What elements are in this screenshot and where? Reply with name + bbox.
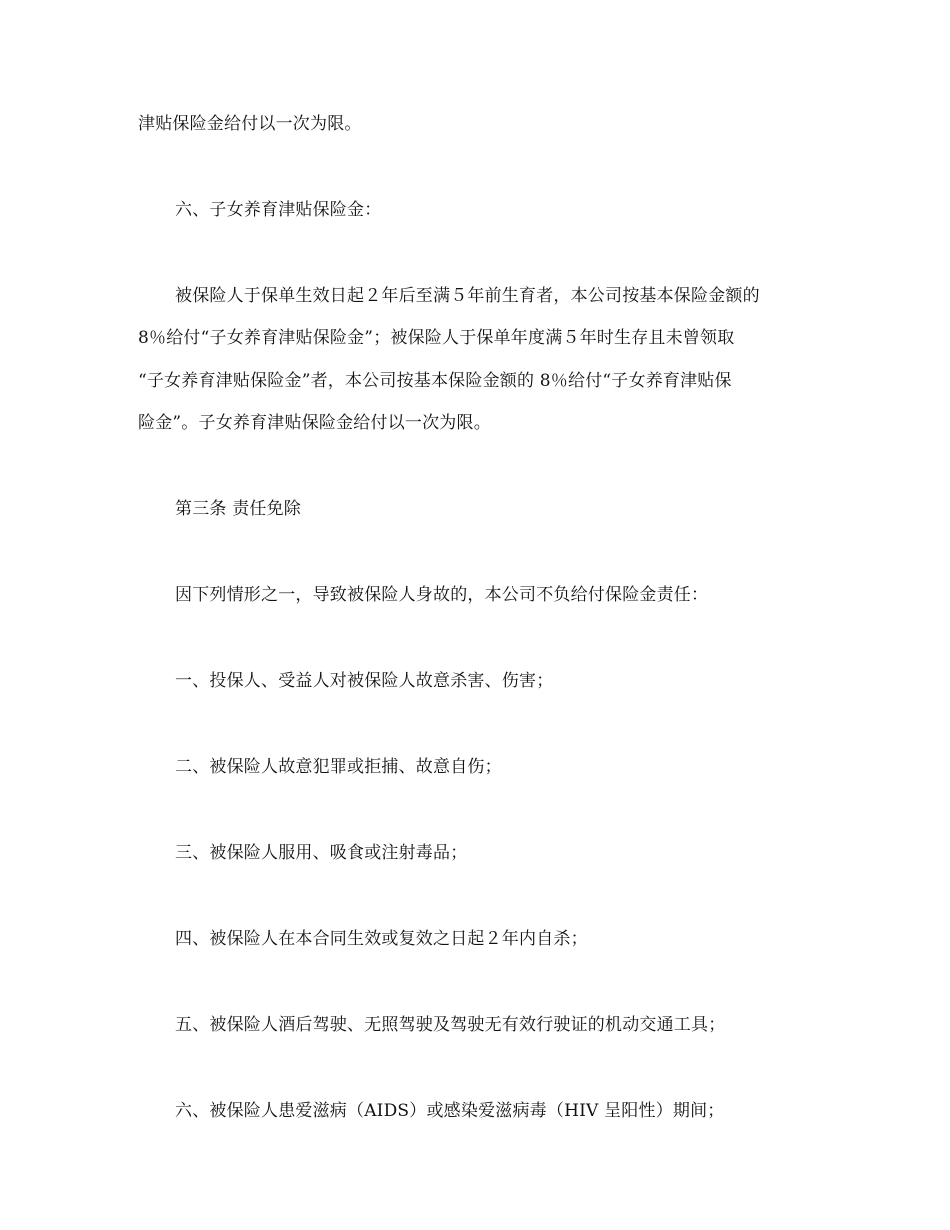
paragraph-line-3: “子女养育津贴保险金”者，本公司按基本保险金额的 8％给付“子女养育津贴保 bbox=[138, 371, 732, 391]
text-line-1: 津贴保险金给付以一次为限。 bbox=[138, 114, 362, 134]
exclusion-item-4: 四、被保险人在本合同生效或复效之日起２年内自杀； bbox=[175, 929, 588, 949]
exclusion-item-3: 三、被保险人服用、吸食或注射毒品； bbox=[175, 843, 468, 863]
exclusion-item-2: 二、被保险人故意犯罪或拒捕、故意自伤； bbox=[175, 757, 502, 777]
paragraph-line-2: 8％给付“子女养育津贴保险金”；被保险人于保单年度满５年时生存且未曾领取 bbox=[138, 328, 735, 348]
exclusion-intro: 因下列情形之一，导致被保险人身故的，本公司不负给付保险金责任： bbox=[175, 585, 709, 605]
paragraph-line-4: 险金”。子女养育津贴保险金给付以一次为限。 bbox=[138, 413, 491, 433]
exclusion-item-1: 一、投保人、受益人对被保险人故意杀害、伤害； bbox=[175, 671, 554, 691]
paragraph-line-1: 被保险人于保单生效日起２年后至满５年前生育者，本公司按基本保险金额的 bbox=[175, 286, 760, 306]
article-three-heading: 第三条 责任免除 bbox=[175, 499, 302, 519]
exclusion-item-6: 六、被保险人患爱滋病（AIDS）或感染爱滋病毒（HIV 呈阳性）期间； bbox=[175, 1101, 725, 1121]
exclusion-item-5: 五、被保险人酒后驾驶、无照驾驶及驾驶无有效行驶证的机动交通工具； bbox=[175, 1015, 726, 1035]
section-heading-child-rearing-allowance: 六、子女养育津贴保险金： bbox=[175, 200, 382, 220]
